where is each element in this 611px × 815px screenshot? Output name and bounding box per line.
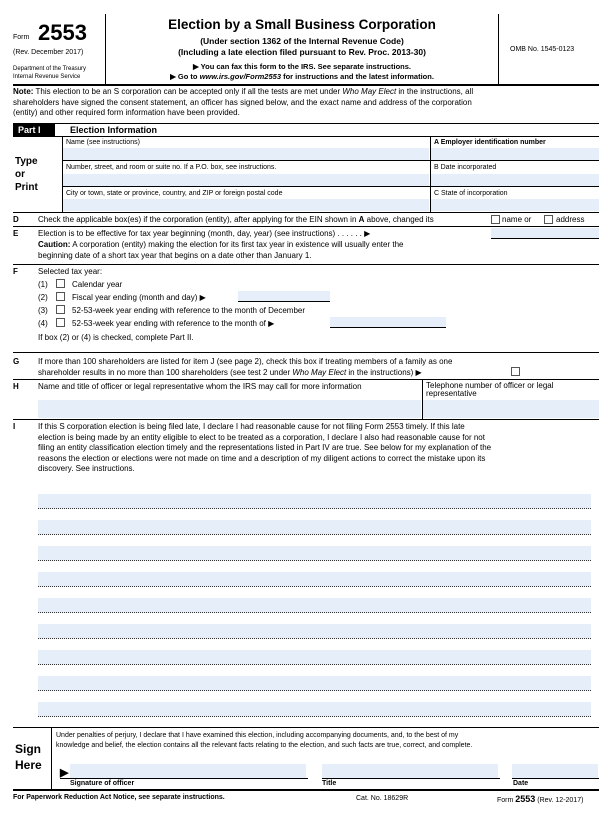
week-month-label: 52-53-week year ending with reference to the month of ▶ xyxy=(72,319,275,328)
catalog-number: Cat. No. 18629R xyxy=(356,795,409,802)
line-e-caution: Caution: A corporation (entity) making the election for its first tax year in existence will usually enter the beginning date of a short tax year that begins on a date other than January 1. xyxy=(38,240,404,260)
explanation-line-7[interactable] xyxy=(38,650,591,665)
phone-label: Telephone number of officer or legal representative xyxy=(426,381,554,398)
fiscal-year-label: Fiscal year ending (month and day) ▶ xyxy=(72,293,206,302)
line-h-text: Name and title of officer or legal representative whom the IRS may call for more information xyxy=(38,382,362,391)
line-d-letter: D xyxy=(13,215,19,224)
line-h-letter: H xyxy=(13,382,19,391)
dept-line-2: Internal Revenue Service xyxy=(13,74,81,80)
fiscal-year-checkbox[interactable] xyxy=(56,292,65,301)
website-instruction: ▶ Go to www.irs.gov/Form2553 for instructions and the latest information. xyxy=(170,72,434,81)
line-i-text: If this S corporation election is being filed late, I declare I had reasonable cause for not filing Form 2553 timely. If this late election is being made by an entity eligible to elect to be treated as a corporation, I declare I also had reasonable cause for not filing an entity classification election timely and the representations listed in Part IV are true. See below for my explanation of the reasons the election or elections were not made on time and a description of my diligent actions to correct the mistake upon its discovery. See instructions. xyxy=(38,422,492,473)
footer-form-id: Form 2553 (Rev. 12-2017) xyxy=(497,794,584,804)
line-f-heading: Selected tax year: xyxy=(38,267,103,276)
perjury-statement: Under penalties of perjury, I declare that I have examined this election, including accompanying documents, and, to the best of my knowledge and belief, the election contains all the relevant facts relating to the election, and such facts are true, correct, and complete. xyxy=(56,732,473,749)
explanation-line-8[interactable] xyxy=(38,676,591,691)
irs-link[interactable]: www.irs.gov/Form2553 xyxy=(199,72,281,81)
omb-number: OMB No. 1545-0123 xyxy=(510,46,575,53)
street-label: Number, street, and room or suite no. If a P.O. box, see instructions. xyxy=(66,164,277,171)
part-1-title: Election Information xyxy=(70,125,158,135)
date-label: Date xyxy=(513,780,529,787)
week-december-checkbox[interactable] xyxy=(56,305,65,314)
line-f-letter: F xyxy=(13,267,18,276)
city-field[interactable] xyxy=(63,199,429,211)
family-shareholder-checkbox[interactable] xyxy=(511,367,520,376)
address-changed-checkbox[interactable] xyxy=(544,215,553,224)
phone-field[interactable] xyxy=(423,400,599,418)
line-d-text: Check the applicable box(es) if the corporation (entity), after applying for the EIN shown in A above, changed its xyxy=(38,215,434,224)
or-label: or xyxy=(15,169,25,180)
line-e-letter: E xyxy=(13,229,19,238)
line-i-letter: I xyxy=(13,422,16,431)
ein-field[interactable] xyxy=(431,148,599,160)
week-month-checkbox[interactable] xyxy=(56,318,65,327)
here-word: Here xyxy=(15,758,42,772)
effective-date-field[interactable] xyxy=(491,228,599,239)
name-changed-label: name or xyxy=(502,215,532,224)
paperwork-notice: For Paperwork Reduction Act Notice, see separate instructions. xyxy=(13,794,225,801)
form-title: Election by a Small Business Corporation xyxy=(168,17,436,32)
line-g-text: If more than 100 shareholders are listed for item J (see page 2), check this box if treating members of a family as one shareholder results in no more than 100 shareholders (see test 2 under Who May Elect in the instructions) ▶ xyxy=(38,357,453,377)
signature-field[interactable] xyxy=(70,764,306,778)
state-incorporation-label: C State of incorporation xyxy=(434,190,508,197)
sign-word: Sign xyxy=(15,742,41,756)
title-field[interactable] xyxy=(322,764,498,778)
type-label: Type xyxy=(15,156,38,167)
week-december-label: 52-53-week year ending with reference to the month of December xyxy=(72,306,306,315)
name-label: Name (see instructions) xyxy=(66,139,140,146)
title-label: Title xyxy=(322,780,337,787)
name-field[interactable] xyxy=(63,148,429,160)
explanation-line-6[interactable] xyxy=(38,624,591,639)
dept-line-1: Department of the Treasury xyxy=(13,66,87,72)
officer-name-field[interactable] xyxy=(38,400,421,418)
date-field[interactable] xyxy=(512,764,598,778)
street-field[interactable] xyxy=(63,174,429,186)
form-number: 2553 xyxy=(38,20,87,45)
option-1-number: (1) xyxy=(38,280,48,289)
print-label: Print xyxy=(15,182,38,193)
explanation-line-9[interactable] xyxy=(38,702,591,717)
explanation-line-4[interactable] xyxy=(38,572,591,587)
date-incorporated-label: B Date incorporated xyxy=(434,164,497,171)
state-incorporation-field[interactable] xyxy=(431,199,599,211)
address-changed-label: address xyxy=(556,215,585,224)
line-g-letter: G xyxy=(13,357,20,366)
form-subtitle-1: (Under section 1362 of the Internal Revenue Code) xyxy=(200,36,404,46)
option-3-number: (3) xyxy=(38,306,48,315)
form-subtitle-2: (Including a late election filed pursuant to Rev. Proc. 2013-30) xyxy=(178,47,426,57)
option-4-number: (4) xyxy=(38,319,48,328)
line-f-footer: If box (2) or (4) is checked, complete Part II. xyxy=(38,333,194,342)
form-word: Form xyxy=(13,34,30,41)
name-changed-checkbox[interactable] xyxy=(491,215,500,224)
fiscal-year-field[interactable] xyxy=(238,291,330,302)
calendar-year-label: Calendar year xyxy=(72,280,123,289)
date-incorporated-field[interactable] xyxy=(431,174,599,186)
revision-date: (Rev. December 2017) xyxy=(13,49,84,56)
option-2-number: (2) xyxy=(38,293,48,302)
calendar-year-checkbox[interactable] xyxy=(56,279,65,288)
line-e-text: Election is to be effective for tax year beginning (month, day, year) (see instructions) . . . . . . ▶ xyxy=(38,229,371,238)
signature-arrow-icon: ▶ xyxy=(60,767,69,779)
city-label: City or town, state or province, country, and ZIP or foreign postal code xyxy=(66,190,283,197)
week-month-field[interactable] xyxy=(330,317,446,328)
explanation-line-5[interactable] xyxy=(38,598,591,613)
explanation-line-1[interactable] xyxy=(38,494,591,509)
fax-instruction: ▶ You can fax this form to the IRS. See separate instructions. xyxy=(192,62,412,71)
signature-label: Signature of officer xyxy=(70,780,135,787)
part-1-tag: Part I xyxy=(13,124,55,136)
explanation-line-3[interactable] xyxy=(38,546,591,561)
note-paragraph: Note: This election to be an S corporation can be accepted only if all the tests are met under Who May Elect in the instructions, all shareholders have signed the consent statement, an officer has signed below, and the exact name and address of the corporation (entity) and other required form information have been provided. xyxy=(13,87,474,117)
ein-label: A Employer identification number xyxy=(434,139,546,146)
explanation-line-2[interactable] xyxy=(38,520,591,535)
